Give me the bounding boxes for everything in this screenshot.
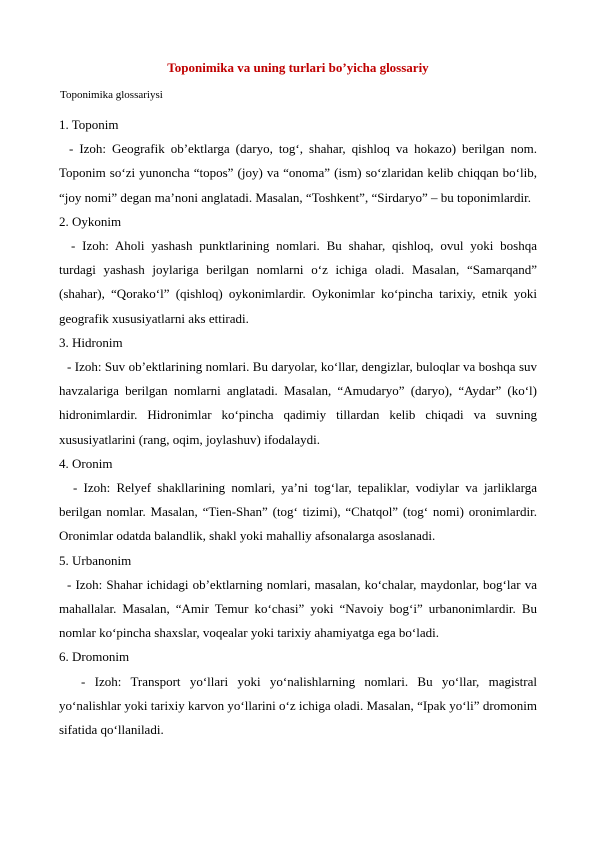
glossary-entry — [59, 113, 537, 210]
entry-term: 3. Hidronim — [59, 334, 123, 350]
entry-term: 6. Dromonim — [59, 649, 130, 665]
glossary-entry — [59, 549, 537, 646]
entry-description: - Izoh: Transport yo‘llari yoki yo‘nalishlarning nomlari. Bu yo‘llar, magistral yo‘nalishlar yoki tarixiy karvon yo‘llarini o‘z ichiga oladi. Masalan, “Ipak yo‘li” dromonim sifatida qo‘llaniladi. — [59, 673, 537, 738]
entry-term: 5. Urbanonim — [59, 552, 132, 568]
glossary-entry — [59, 210, 537, 331]
glossary-entry — [59, 331, 537, 452]
entry-description: - Izoh: Relyef shakllarining nomlari, ya’ni tog‘lar, tepaliklar, vodiylar va jarliklarga berilgan nomlar. Masalan, “Tien-Shan” (tog‘ tizimi), “Chatqol” (tog‘ nomi) oronimlardir. Oronimlar odatda balandlik, shakl yoki mahalliy afsonalarga asoslanadi. — [59, 480, 537, 544]
glossary-entry — [59, 645, 537, 742]
entry-description: - Izoh: Shahar ichidagi ob’ektlarning nomlari, masalan, ko‘chalar, maydonlar, bog‘lar va mahallalar. Masalan, “Amir Temur ko‘chasi” yoki “Navoiy bog‘i” urbanonimlardir. Bu nomlar ko‘pincha shaxslar, voqealar yoki tarixiy ahamiyatga ega bo‘ladi. — [59, 576, 537, 641]
entry-description: - Izoh: Geografik ob’ektlarga (daryo, tog‘, shahar, qishloq va hokazo) berilgan nom. Toponim so‘zi yunoncha “topos” (joy) va “onoma” (ism) so‘zlaridan kelib chiqqan bo‘lib, “joy nomi” degan ma’noni anglatadi. Masalan, “Toshkent”, “Sirdaryo” – bu toponimlardir. — [59, 141, 537, 205]
entry-term: 2. Oykonim — [59, 213, 122, 229]
document-subtitle: Toponimika glossariysi — [60, 89, 163, 101]
entry-term: 1. Toponim — [59, 117, 119, 132]
glossary-body — [59, 113, 537, 742]
entry-description: - Izoh: Aholi yashash punktlarining nomlari. Bu shahar, qishloq, ovul yoki boshqa turdagi yashash joylariga berilgan nomlarni o‘z ichiga oladi. Masalan, “Samarqand” (shahar), “Qorako‘l” (qishloq) oykonimlardir. Oykonimlar ko‘pincha tarixiy, etnik yoki geografik xususiyatlarni aks ettiradi. — [59, 238, 537, 326]
document-title: Toponimika va uning turlari bo’yicha glossariy — [167, 60, 429, 75]
entry-term: 4. Oronim — [59, 455, 113, 471]
glossary-entry — [59, 452, 537, 549]
entry-description: - Izoh: Suv ob’ektlarining nomlari. Bu daryolar, ko‘llar, dengizlar, buloqlar va boshqa suv havzalariga berilgan nomlarni anglatadi. Masalan, “Amudaryo” (daryo), “Aydar” (ko‘l) hidronimlardir. Hidronimlar ko‘pincha qadimiy tillardan kelib chiqadi va suvning xususiyatlarini (rang, oqim, joylashuv) ifodalaydi. — [59, 359, 537, 447]
